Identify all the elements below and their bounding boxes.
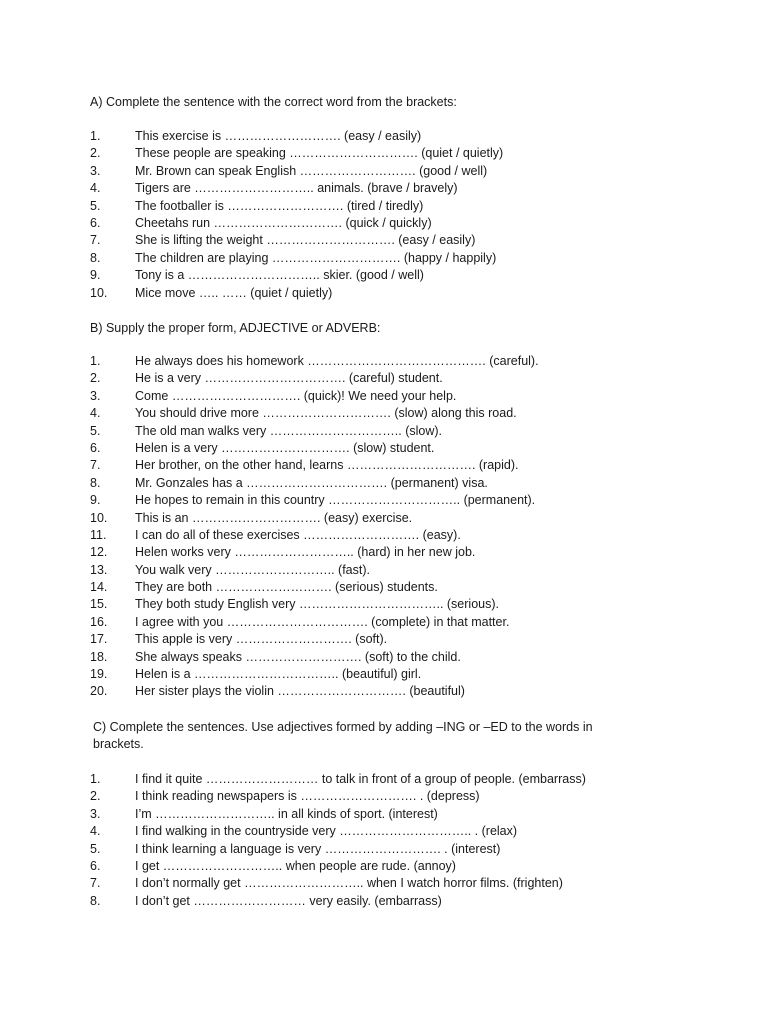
item-sentence: She always speaks ………………………. (soft) to the child.	[135, 649, 461, 664]
item-number: 3.	[90, 388, 101, 403]
item-sentence: I find walking in the countryside very ………………………….. . (relax)	[135, 824, 518, 839]
item-sentence: Her brother, on the other hand, learns …………………………. (rapid).	[135, 458, 519, 473]
item-number: 17.	[90, 632, 108, 647]
item-sentence: Cheetahs run …………………………. (quick / quickly)	[135, 215, 432, 230]
item-sentence: She is lifting the weight …………………………. (easy / easily)	[135, 233, 476, 248]
item-number: 7.	[90, 233, 101, 248]
item-sentence: They both study English very …………………………….. (serious).	[135, 597, 499, 612]
item-sentence: Tony is a ………………………….. skier. (good / well)	[135, 268, 424, 283]
item-number: 15.	[90, 597, 108, 612]
item-sentence: Tigers are ……………………….. animals. (brave / bravely)	[135, 181, 458, 196]
item-number: 2.	[90, 371, 101, 386]
item-sentence: This apple is very ………………………. (soft).	[135, 632, 388, 647]
item-sentence: Mr. Gonzales has a ……………………………. (permanent) visa.	[135, 475, 488, 490]
item-number: 1.	[90, 354, 101, 368]
item-number: 8.	[90, 250, 101, 265]
item-sentence: He is a very ……………………………. (careful) student.	[135, 371, 443, 386]
item-number: 2.	[90, 146, 101, 161]
item-number: 6.	[90, 858, 101, 873]
item-number: 7.	[90, 876, 101, 891]
item-sentence: Come …………………………. (quick)! We need your help.	[135, 388, 457, 403]
item-sentence: The children are playing …………………………. (happy / happily)	[135, 250, 497, 265]
item-number: 20.	[90, 684, 108, 699]
item-sentence: I think reading newspapers is ………………………. . (depress)	[135, 789, 480, 804]
item-number: 10.	[90, 285, 108, 300]
item-number: 1.	[90, 772, 101, 786]
section-a-heading: A) Complete the sentence with the correct word from the brackets:	[90, 95, 457, 109]
item-sentence: Helen is a very …………………………. (slow) student.	[135, 440, 435, 455]
item-number: 16.	[90, 614, 108, 629]
item-number: 3.	[90, 806, 101, 821]
item-number: 4.	[90, 181, 101, 196]
item-sentence: Helen is a …………………………….. (beautiful) girl.	[135, 667, 422, 682]
item-sentence: I agree with you ……………………………. (complete) in that matter.	[135, 614, 510, 629]
item-sentence: I can do all of these exercises ………………………. (easy).	[135, 527, 461, 542]
item-sentence: They are both ………………………. (serious) students.	[135, 580, 438, 595]
item-sentence: The footballer is ………………………. (tired / tiredly)	[135, 198, 424, 213]
item-number: 3.	[90, 163, 101, 178]
item-number: 4.	[90, 824, 101, 839]
section-b-heading: B) Supply the proper form, ADJECTIVE or ADVERB:	[90, 321, 381, 335]
item-number: 10.	[90, 510, 108, 525]
item-sentence: I find it quite ……………………… to talk in front of a group of people. (embarrass)	[135, 772, 586, 786]
item-sentence: Helen works very ……………………….. (hard) in her new job.	[135, 545, 476, 560]
item-number: 8.	[90, 475, 101, 490]
item-sentence: This exercise is ………………………. (easy / easily)	[135, 129, 422, 143]
item-number: 19.	[90, 667, 108, 682]
item-number: 4.	[90, 406, 101, 421]
item-number: 5.	[90, 198, 101, 213]
item-number: 5.	[90, 423, 101, 438]
item-number: 13.	[90, 562, 108, 577]
item-sentence: The old man walks very ………………………….. (slow).	[135, 423, 442, 438]
item-sentence: You should drive more …………………………. (slow) along this road.	[135, 406, 517, 421]
item-number: 8.	[90, 893, 101, 908]
item-number: 11.	[90, 527, 107, 542]
item-sentence: I don’t normally get ……………………….. when I watch horror films. (frighten)	[135, 876, 563, 891]
item-number: 6.	[90, 440, 101, 455]
item-number: 9.	[90, 268, 101, 283]
item-sentence: These people are speaking …………………………. (quiet / quietly)	[135, 146, 504, 161]
item-sentence: I’m ……………………….. in all kinds of sport. (interest)	[135, 806, 438, 821]
item-sentence: I think learning a language is very ………………………. . (interest)	[135, 841, 501, 856]
item-sentence: Mr. Brown can speak English ………………………. (good / well)	[135, 163, 488, 178]
item-number: 6.	[90, 215, 101, 230]
item-number: 14.	[90, 580, 108, 595]
item-number: 5.	[90, 841, 101, 856]
item-number: 18.	[90, 649, 108, 664]
item-sentence: He hopes to remain in this country ………………………….. (permanent).	[135, 493, 536, 508]
item-sentence: He always does his homework ……………………………………. (careful).	[135, 354, 539, 368]
section-c-heading: C) Complete the sentences. Use adjectives formed by adding –ING or –ED to the words in brackets.	[93, 720, 593, 751]
item-number: 7.	[90, 458, 101, 473]
item-number: 2.	[90, 789, 101, 804]
item-number: 1.	[90, 129, 101, 143]
item-sentence: You walk very ……………………….. (fast).	[135, 562, 370, 577]
item-sentence: Her sister plays the violin …………………………. (beautiful)	[135, 684, 465, 699]
item-number: 9.	[90, 493, 101, 508]
item-sentence: I don’t get ……………………… very easily. (embarrass)	[135, 893, 442, 908]
item-sentence: Mice move ….. …… (quiet / quietly)	[135, 285, 333, 300]
item-sentence: I get ……………………….. when people are rude. (annoy)	[135, 858, 456, 873]
item-number: 12.	[90, 545, 108, 560]
item-sentence: This is an …………………………. (easy) exercise.	[135, 510, 413, 525]
